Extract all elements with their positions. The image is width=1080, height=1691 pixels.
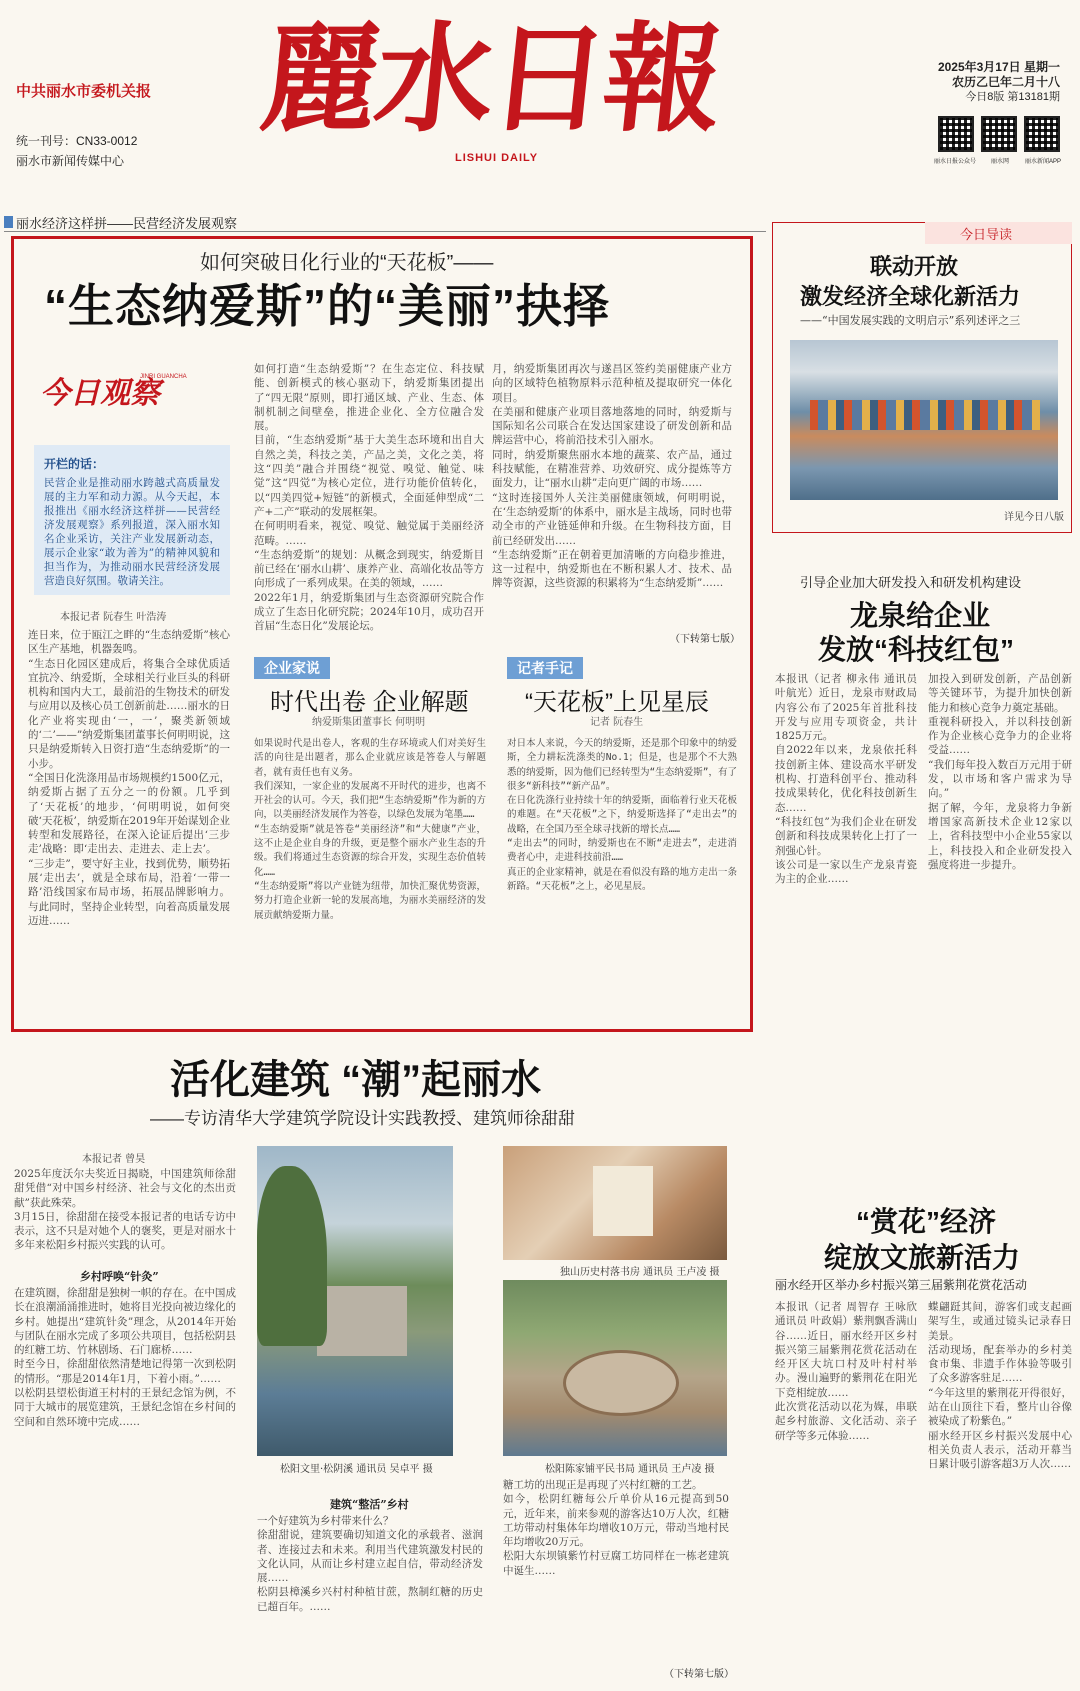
section-bar-marker: [4, 216, 13, 228]
feature-headline: 活化建筑 “潮”起丽水: [170, 1058, 542, 1102]
lead-kicker: 如何突破日化行业的“天花板”——: [200, 252, 494, 274]
badge-small: JINRI GUANCHA: [140, 374, 187, 380]
lead-column-3: 月，纳爱斯集团再次与遂昌区签约美丽健康产业方向的区域特色植物原料示范种植及提取研究一体化项目。 在美丽和健康产业项目落地落地的同时，纳爱斯与国际知名公司联合在发达国家建设了研发创新和品牌运营中心，将前沿技术引入丽水。 同时，纳爱斯聚焦丽水本地的蔬菜、农产品，通过科技赋能，在精准营养、功效研究、成分提炼等方面发力，让“丽水山耕”走向更广阔的市场…… “这时连接国外人关注美丽健康领域，何明明说，在‘生态纳爱斯’的体系中，丽水是主战场，同时也带动全市的产业链延伸和升级。在生物科技方面，目前已经研发出…… “生态纳爱斯”正在朝着更加清晰的方向稳步推进，这一过程中，纳爱斯也在不断积累人才、技术、品牌等资源，这些资源的积累将为“生态纳爱斯”……: [492, 363, 732, 590]
intro-box: [34, 445, 230, 595]
today-observe-badge: [40, 368, 190, 424]
qr-code-app: [1024, 116, 1060, 152]
story3-headline-1: “赏花”经济: [856, 1206, 997, 1237]
lunar-date: 农历乙巳年二月十八: [951, 75, 1060, 89]
lead-jump-note: （下转第七版）: [670, 634, 740, 645]
publisher-label: 丽水市新闻传媒中心: [16, 154, 125, 168]
feature-col1-subhead: 乡村呼唤“针灸”: [80, 1270, 159, 1283]
party-label: 中共丽水市委机关报: [16, 83, 152, 100]
feature-column-1-more: 在建筑圈，徐甜甜是独树一帜的存在。在中国成长在浪潮涌涌推进时，她将目光投向被边缘化的乡村。她提出“建筑针灸”理念，从2014年开始与团队在丽水完成了多项公共项目，包括松阴县的红糖工坊、竹林剧场、石门廊桥…… 时至今日，徐甜甜依然清楚地记得第一次到松阴的情形。“那是2014年1月，下着小雨。”…… 以松阴县望松街道王村村的王景纪念馆为例，不同于大城市的展览建筑，王景纪念馆在乡村间的空间和自然环境中完成……: [14, 1287, 236, 1428]
story2-column-1: 本报讯（记者 柳永伟 通讯员 叶航光）近日，龙泉市财政局内容公布了2025年首批科技开发与应用专项资金，共计1825万元。 自2022年以来，龙泉依托科技创新主体、建设高水平研发机构、打造科创平台、推动科技成果转化，优化科技创新生态…… “科技红包”为我们企业在研发创新和科技成果转化上打了一剂强心针。 该公司是一家以生产龙泉青瓷为主的企业……: [775, 673, 917, 886]
section-bar-title: 丽水经济这样拼——民营经济发展观察: [16, 216, 238, 231]
guide-label: 今日导读: [960, 227, 1013, 242]
sub2-text: 对日本人来说，今天的纳爱斯，还是那个印象中的纳爱斯，全力耕耘洗涤类的No.1；但是，也是那个不大熟悉的纳爱斯，因为他们已经转型为“生态纳爱斯”，有了很多“新科技”“新产品”。 在日化洗涤行业持续十年的纳爱斯，面临着行业天花板的难题。在“天花板”之下，纳爱斯选择了“走出去”的战略，在全国乃至全球寻找新的增长点…… “走出去”的同时，纳爱斯也在不断“走进去”，走进消费者心中，走进科技前沿…… 真正的企业家精神，就是在看似没有路的地方走出一条新路。“天花板”之上，必见星辰。: [507, 738, 737, 892]
qr-code-web: [981, 116, 1017, 152]
photo1-caption: 松阳文里·松阴溪 通讯员 吴卓平 摄: [280, 1464, 433, 1475]
feature-jump-note: （下转第七版）: [664, 1669, 734, 1680]
photo-songyang-river: [257, 1146, 453, 1456]
lead-column-1: 连日来，位于瓯江之畔的“生态纳爱斯”核心区生产基地，机器轰鸣。 “生态日化园区建成后，将集合全球优质适宜抗冷、纳爱斯，全球相关行业巨头的科研机构和国内大工，最前沿的生物技术的研发与应用以及核心员工创新前赴……丽水的日化产业将实现由‘一，一’，聚类新领域的‘二’——”纳爱斯集团董事长何明明说，这只是纳爱斯转入日资打造“生态纳爱斯”的一小步。 “全国日化洗涤用品市场规模约1500亿元，纳爱斯占据了五分之一的份额。几乎到了‘天花板’的地步，‘何明明说，如何突破‘天花板’，纳爱斯在2019年开始谋划企业转型和发展路径，在深入论证后提出‘三步走’战略：即‘走出去、走进去、走上去’。 “三步走”，要守好主业，找到优势，顺势拓展‘走出去’，就是全球布局，沿着‘一带一路’沿线国家布局市场，拓展品牌影响力。与此同时，坚持企业转型，向着高质量发展迈进……: [28, 629, 230, 927]
guide-caption: 详见今日八版: [1004, 512, 1064, 523]
feature-column-1: 2025年度沃尔夫奖近日揭晓，中国建筑师徐甜甜凭借“对中国乡村经济、社会与文化的杰出贡献”获此殊荣。 3月15日，徐甜甜在接受本报记者的电话专访中表示，这不只是对她个人的褒奖，更是对丽水十多年来松阳乡村振兴实践的认可。: [14, 1168, 236, 1252]
qr-label: 丽水新闻APP: [1024, 159, 1061, 165]
story3-column-2: 蝶翩跹其间，游客们或支起画架写生，或通过镜头记录春日美景。 活动现场，配套举办的乡村美食市集、非遗手作体验等吸引了众多游客驻足…… “今年这里的紫荆花开得很好，站在山顶往下看，整片山谷像被染成了粉紫色。” 丽水经开区乡村振兴发展中心相关负责人表示，活动开幕当日累计吸引游客超3万人次……: [928, 1301, 1072, 1471]
photo3-caption: 松阳陈家铺平民书局 通讯员 王卢凌 摄: [545, 1464, 715, 1475]
section-bar-rule: [4, 231, 766, 232]
photo-village-study: [503, 1146, 727, 1260]
tag-reporter-note: 记者手记: [507, 657, 583, 679]
qr-label: 丽水日报公众号: [933, 159, 976, 165]
story2-headline-1: 龙泉给企业: [850, 600, 991, 631]
sub1-text: 如果说时代是出卷人，客观的生存环境或人们对美好生活的向往是出题者，那么企业就应该是答卷人与解题者，就有责任也有义务。 我们深知，一家企业的发展离不开时代的进步，也离不开社会的认可。今天，我们把“生态纳爱斯”作为新的方向，以美丽经济发展作为答卷，以绿色发展为笔墨…… “生态纳爱斯”就是答卷“美丽经济”和“大健康”产业，这不止是企业自身的升级，更是整个丽水产业生态的升级。我们将通过生态资源的综合开发，实现生态价值转化…… “生态纳爱斯”将以产业链为纽带，加快汇聚优势资源，努力打造企业新一轮的发展高地，为丽水美丽经济的发展贡献纳爱斯力量。: [254, 738, 486, 921]
sub1-author: 纳爱斯集团董事长 何明明: [312, 717, 426, 728]
badge-text: 今日观察: [40, 376, 160, 411]
lead-byline: 本报记者 阮春生 叶浩涛: [60, 612, 167, 623]
story3-subhead: 丽水经开区举办乡村振兴第三届紫荆花赏花活动: [775, 1278, 1028, 1292]
feature-mid-subhead: 建筑“整活”乡村: [330, 1498, 409, 1511]
photo-tree: [257, 1166, 327, 1346]
tag-entrepreneur: 企业家说: [254, 657, 330, 679]
newspaper-logo-en: LISHUI DAILY: [455, 152, 539, 164]
lead-headline: “生态纳爱斯”的“美丽”抉择: [44, 280, 610, 332]
sub2-author: 记者 阮春生: [590, 717, 644, 728]
issue-date: 2025年3月17日 星期一: [937, 60, 1060, 74]
photo-window: [593, 1166, 653, 1236]
lead-column-2: 如何打造“生态纳爱斯”？在生态定位、科技赋能、创新模式的核心驱动下，纳爱斯集团提出了“四无限”原则，即打通区域、产业、生态、体制机制之间壁垒，推进企业化、全方位融合发展。 目前，“生态纳爱斯”基于大美生态环境和出自大自然之美，科技之美，产品之美，文化之美，将这“四美”融合并围绕“视觉、嗅觉、触觉、味觉”这“四觉”为核心定位，进行功能价值转化，以“四美四觉+短链”的新模式，全面延伸型成“二产+二产”联动的发展框架。 在何明明看来，视觉、嗅觉、触觉属于美丽经济范畴。…… “生态纳爱斯”的规划：从概念到现实，纳爱斯目前已经在‘丽水山耕’、康养产业、高端化妆品等方向形成了一系列成果。在美的领域，…… 2022年1月，纳爱斯集团与生态资源研究院合作成立了生态日化研究院；2024年10月，成功召开首届“生态日化”发展论坛。: [254, 363, 484, 633]
feature-byline: 本报记者 曾昊: [82, 1154, 146, 1165]
issue-number: 今日8版 第13181期: [965, 91, 1060, 103]
guide-headline-2: 激发经济全球化新活力: [800, 284, 1021, 309]
intro-title: 开栏的话：: [44, 457, 105, 471]
qr-label: 丽水网: [990, 159, 1009, 165]
feature-mid-text: 一个好建筑为乡村带来什么？ 徐甜甜说，建筑要确切知道文化的承载者、滋润者、连接过去和未来。利用当代建筑激发村民的文化认同，从而让乡村建立起自信，带动经济发展…… 松阴县樟溪乡兴村村种植甘蔗，熬制红糖的历史已超百年。……: [257, 1515, 483, 1613]
story2-headline-2: 发放“科技红包”: [818, 634, 1015, 665]
photo-circle-building: [563, 1350, 679, 1416]
photo2-caption: 独山历史村落书房 通讯员 王卢凌 摄: [560, 1267, 720, 1278]
feature-subhead: ——专访清华大学建筑学院设计实践教授、建筑师徐甜甜: [150, 1109, 575, 1128]
story3-headline-2: 绽放文旅新活力: [824, 1242, 1021, 1273]
qr-code-wechat: [938, 116, 974, 152]
sub2-title: “天花板”上见星辰: [525, 689, 709, 716]
story2-kicker: 引导企业加大研发投入和研发机构建设: [800, 575, 1022, 590]
story2-column-2: 加投入到研发创新，产品创新等关键环节，为提升加快创新能力和核心竞争力奠定基础。 重视科研投入，并以科技创新作为企业核心竞争力的企业将受益…… “我们每年投入数百万元用于研发，以市场和客户需求为导向。” 据了解，今年，龙泉将力争新增国家高新技术企业12家以上，省科技型中小企业55家以上，科技投入和企业研发投入强度将进一步提升。: [928, 673, 1072, 871]
sub1-title: 时代出卷 企业解题: [270, 689, 469, 716]
newspaper-logo: 麗水日報: [254, 9, 726, 148]
guide-subhead: ——“中国发展实践的文明启示”系列述评之三: [800, 314, 1021, 327]
photo-building: [317, 1286, 407, 1356]
photo-port: [790, 340, 1058, 500]
feature-right-text: 糖工坊的出现正是再现了兴村红糖的工艺。 如今，松阴红糖每公斤单价从16元提高到50元，近年来，前来参观的游客达10万人次，红糖工坊带动村集体年均增收10万元，带动当地村民年均增收20万元。 松阳大东坝镇紫竹村豆腐工坊同样在一栋老建筑中诞生……: [503, 1479, 729, 1577]
issn-label: 统一刊号：CN33-0012: [16, 134, 138, 148]
guide-headline-1: 联动开放: [870, 254, 959, 279]
photo-bookstore: [503, 1280, 727, 1456]
intro-text: 民营企业是推动丽水跨越式高质量发展的主力军和动力源。从今天起，本报推出《丽水经济这样拼——民营经济发展观察》系列报道，深入丽水知名企业采访，关注产业发展新动态，展示企业家“敢为善为”的精神风貌和担当作为，为推动丽水民营经济发展营造良好氛围。敬请关注。: [44, 477, 220, 587]
story3-column-1: 本报讯（记者 周智存 王咏欣 通讯员 叶政娟）紫荆飘香满山谷……近日，丽水经开区乡村振兴第三届紫荆花赏花活动在经开区大坑口村及叶村村举办。漫山遍野的紫荆花在阳光下竞相绽放…… 此次赏花活动以花为媒，串联起乡村旅游、文化活动、亲子研学等多元体验……: [775, 1301, 917, 1442]
photo-cranes: [810, 400, 1040, 430]
